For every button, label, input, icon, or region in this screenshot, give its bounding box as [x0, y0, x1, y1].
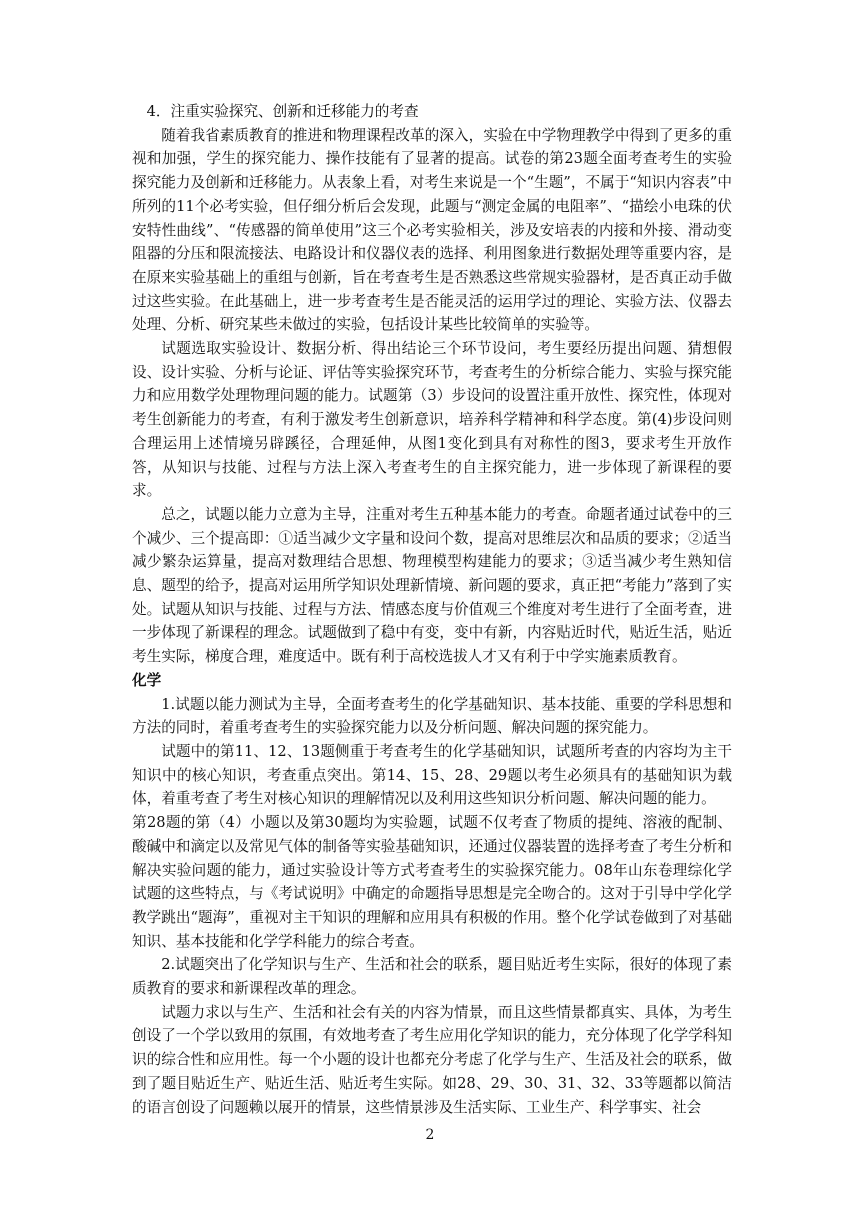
physics-paragraph-1: 随着我省素质教育的推进和物理课程改革的深入，实验在中学物理教学中得到了更多的重视和加强，学生的探究能力、操作技能有了显著的提高。试卷的第23题全面考查考生的实验探究能力及创新和迁移能力。从表象上看，对考生来说是一个“生题”，不属于“知识内容表”中所列的11个必考实验，但仔细分析后会发现，此题与“测定金属的电阻率”、“描绘小电珠的伏安特性曲线”、“传感器的简单使用”这三个必考实验相关，涉及安培表的内接和外接、滑动变阻器的分压和限流接法、电路设计和仪器仪表的选择、利用图象进行数据处理等重要内容，是在原来实验基础上的重组与创新，旨在考查考生是否熟悉这些常规实验器材，是否真正动手做过这些实验。在此基础上，进一步考查考生是否能灵活的运用学过的理论、实验方法、仪器去处理、分析、研究某些未做过的实验，包括设计某些比较简单的实验等。: [132, 126, 732, 334]
chemistry-paragraph-2: 试题中的第11、12、13题侧重于考查考生的化学基础知识，试题所考查的内容均为主干知识中的核心知识，考查重点突出。第14、15、28、29题以考生必须具有的基础知识为载体，着重考查了考生对核心知识的理解情况以及利用这些知识分析问题、解决问题的能力。: [132, 742, 732, 808]
chemistry-paragraph-5: 试题力求以与生产、生活和社会有关的内容为情景，而且这些情景都真实、具体，为考生创设了一个学以致用的氛围，有效地考查了考生应用化学知识的能力，充分体现了化学学科知识的综合性和应用性。每一个小题的设计也都充分考虑了化学与生产、生活及社会的联系，做到了题目贴近生产、贴近生活、贴近考生实际。如28、29、30、31、32、33等题都以简洁的语言创设了问题赖以展开的情景，这些情景涉及生活实际、工业生产、科学事实、社会: [132, 1003, 732, 1116]
chemistry-section-title: 化学: [132, 671, 162, 689]
chemistry-paragraph-1: 1.试题以能力测试为主导，全面考查考生的化学基础知识、基本技能、重要的学科思想和方法的同时，着重考查考生的实验探究能力以及分析问题、解决问题的探究能力。: [132, 695, 732, 737]
subsection-heading: 4．注重实验探究、创新和迁移能力的考查: [146, 103, 419, 120]
physics-paragraph-2: 试题选取实验设计、数据分析、得出结论三个环节设问，考生要经历提出问题、猜想假设、设计实验、分析与论证、评估等实验探究环节，考查考生的分析综合能力、实验与探究能力和应用数学处理物理问题的能力。试题第（3）步设问的设置注重开放性、探究性，体现对考生创新能力的考查，有利于激发考生创新意识，培养科学精神和科学态度。第(4)步设问则合理运用上述情境另辟蹊径，合理延伸，从图1变化到具有对称性的图3，要求考生开放作答，从知识与技能、过程与方法上深入考查考生的自主探究能力，进一步体现了新课程的要求。: [132, 340, 732, 500]
page-number: 2: [425, 1127, 435, 1143]
physics-paragraph-3: 总之，试题以能力立意为主导，注重对考生五种基本能力的考查。命题者通过试卷中的三个减少、三个提高即：①适当减少文字量和设问个数，提高对思维层次和品质的要求；②适当减少繁杂运算量，提高对数理结合思想、物理模型构建能力的要求；③适当减少考生熟知信息、题型的给予，提高对运用所学知识处理新情境、新问题的要求，真正把“考能力”落到了实处。试题从知识与技能、过程与方法、情感态度与价值观三个维度对考生进行了全面考查，进一步体现了新课程的理念。试题做到了稳中有变，变中有新，内容贴近时代，贴近生活，贴近考生实际，梯度合理，难度适中。既有利于高校选拔人才又有利于中学实施素质教育。: [132, 505, 732, 666]
document-page: [132, 100, 732, 1119]
chemistry-paragraph-4: 2.试题突出了化学知识与生产、生活和社会的联系，题目贴近考生实际，很好的体现了素质教育的要求和新课程改革的理念。: [132, 956, 732, 998]
chemistry-paragraph-3: 第28题的第（4）小题以及第30题均为实验题，试题不仅考查了物质的提纯、溶液的配制、酸碱中和滴定以及常见气体的制备等实验基础知识，还通过仪器装置的选择考查了考生分析和解决实验问题的能力，通过实验设计等方式考查考生的实验探究能力。08年山东卷理综化学试题的这些特点，与《考试说明》中确定的命题指导思想是完全吻合的。这对于引导中学化学教学跳出“题海”，重视对主干知识的理解和应用具有积极的作用。整个化学试卷做到了对基础知识、基本技能和化学学科能力的综合考查。: [132, 814, 732, 950]
